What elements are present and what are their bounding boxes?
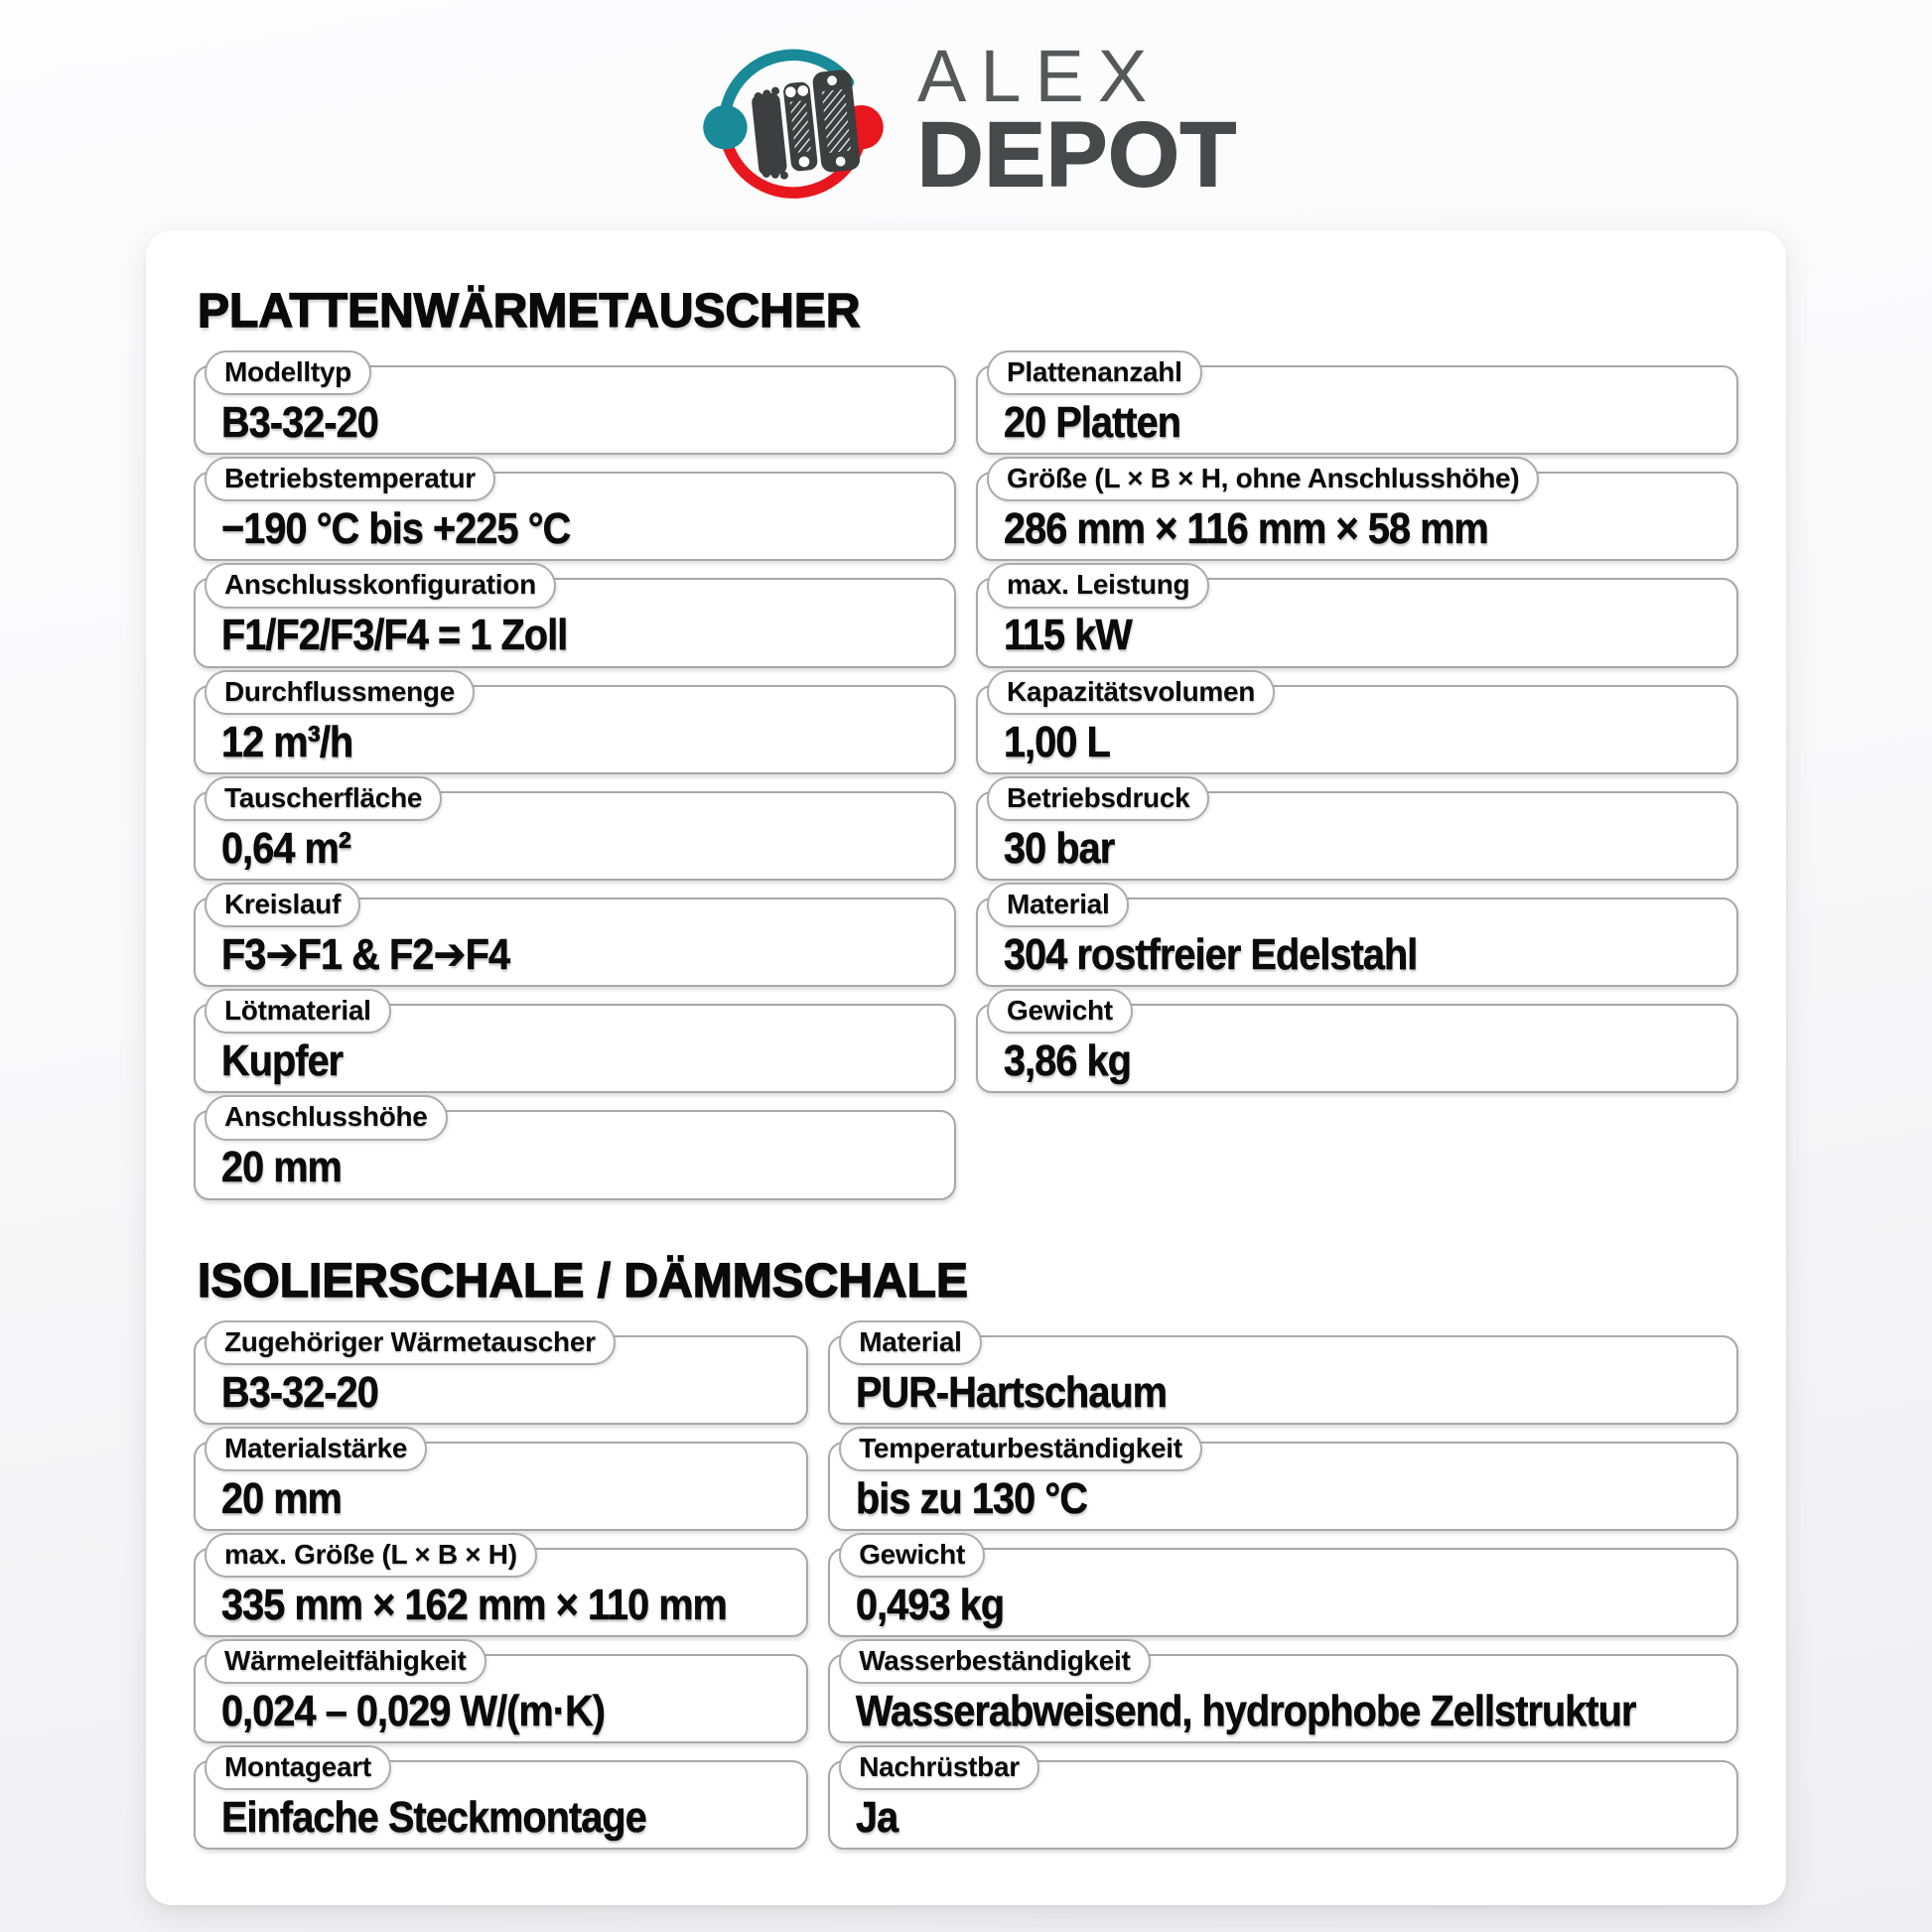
spec-card-grid [194,356,1738,1200]
spec-label-badge: max. Größe (L × B × H) [205,1533,537,1578]
brand-name-depot: DEPOT [917,103,1237,206]
spec-card [828,1325,1738,1425]
spec-value: 0,493 kg [856,1580,1005,1629]
spec-card [976,356,1738,455]
spec-card [976,675,1738,774]
spec-label-badge: Materialstärke [205,1427,427,1471]
plate-stack-illustration [750,69,862,182]
spec-value: Wasserabweisend, hydrophobe Zellstruktur [856,1687,1636,1736]
spec-value: B3-32-20 [221,1367,378,1417]
spec-card [976,888,1738,987]
spec-label-badge: Tauscherfläche [205,776,442,821]
spec-card [194,1432,808,1531]
spec-label-badge: Betriebsdruck [987,776,1209,821]
spec-value: PUR-Hartschaum [856,1367,1168,1417]
spec-card [194,1751,808,1850]
spec-value: 20 mm [221,1143,342,1192]
spec-label-badge: Größe (L × B × H, ohne Anschlusshöhe) [987,457,1539,501]
spec-label-badge: Montageart [205,1745,391,1790]
section-title: ISOLIERSCHALE / DÄMMSCHALE [198,1254,969,1308]
brand-wordmark [917,34,1237,206]
spec-label-badge: Material [987,883,1129,927]
spec-label-badge: Modelltyp [205,350,371,395]
spec-value: 1,00 L [1004,717,1110,766]
spec-value: Kupfer [221,1036,344,1086]
spec-value: 20 mm [221,1473,342,1523]
spec-value: 30 bar [1004,823,1115,873]
spec-value: 3,86 kg [1004,1036,1131,1086]
spec-value: 335 mm × 162 mm × 110 mm [221,1580,727,1629]
spec-section [194,285,1738,1200]
spec-card [976,781,1738,881]
spec-label-badge: Material [839,1320,981,1365]
spec-label-badge: Lötmaterial [205,989,391,1034]
spec-value: Einfache Steckmontage [221,1793,646,1843]
spec-value: 12 m³/h [221,717,353,766]
section-title: PLATTENWÄRMETAUSCHER [198,285,861,338]
brand-header [0,0,1932,216]
spec-card [194,781,956,881]
spec-card [828,1645,1738,1743]
spec-card [194,463,956,561]
spec-card-grid [194,1325,1738,1851]
spec-card [976,995,1738,1093]
spec-sheet [146,230,1786,1905]
spec-label-badge: Anschlusskonfiguration [205,563,556,608]
spec-value: F3➔F1 & F2➔F4 [221,929,510,979]
spec-value: bis zu 130 °C [856,1473,1088,1523]
spec-card [194,1538,808,1637]
brand-name-alex: ALEX [917,34,1162,117]
spec-card [828,1432,1738,1531]
spec-value: 286 mm × 116 mm × 58 mm [1004,504,1488,554]
spec-label-badge: Gewicht [839,1533,985,1578]
spec-card [828,1751,1738,1850]
spec-label-badge: Plattenanzahl [987,350,1202,395]
spec-label-badge: Wasserbeständigkeit [839,1639,1150,1684]
spec-card [194,995,956,1093]
spec-card [194,888,956,987]
heat-exchanger-icon [695,33,892,209]
spec-card [194,675,956,774]
spec-value: 20 Platten [1004,398,1181,447]
spec-label-badge: Wärmeleitfähigkeit [205,1639,486,1684]
spec-label-badge: Anschlusshöhe [205,1095,448,1140]
spec-section [194,1254,1738,1851]
spec-value: Ja [856,1793,898,1843]
spec-card [194,569,956,667]
spec-value: 304 rostfreier Edelstahl [1004,929,1418,979]
spec-card [194,1101,956,1199]
spec-label-badge: Durchflussmenge [205,670,475,715]
spec-card [194,1645,808,1743]
spec-label-badge: Zugehöriger Wärmetauscher [205,1320,616,1365]
spec-value: 0,024 – 0,029 W/(m·K) [221,1687,606,1736]
spec-label-badge: Nachrüstbar [839,1745,1039,1790]
spec-label-badge: Kreislauf [205,883,360,927]
spec-label-badge: Betriebstemperatur [205,457,495,501]
spec-card [976,569,1738,667]
spec-card [194,356,956,455]
spec-value: −190 °C bis +225 °C [221,504,571,554]
spec-label-badge: max. Leistung [987,563,1209,608]
logo-dot-teal [703,105,748,150]
spec-card [828,1538,1738,1637]
spec-label-badge: Temperaturbeständigkeit [839,1427,1202,1471]
spec-value: B3-32-20 [221,398,378,447]
spec-label-badge: Gewicht [987,989,1133,1034]
spec-value: 115 kW [1004,611,1132,660]
spec-label-badge: Kapazitätsvolumen [987,670,1275,715]
spec-card [976,463,1738,561]
spec-card [194,1325,808,1425]
spec-value: F1/F2/F3/F4 = 1 Zoll [221,611,568,660]
spec-value: 0,64 m² [221,823,351,873]
